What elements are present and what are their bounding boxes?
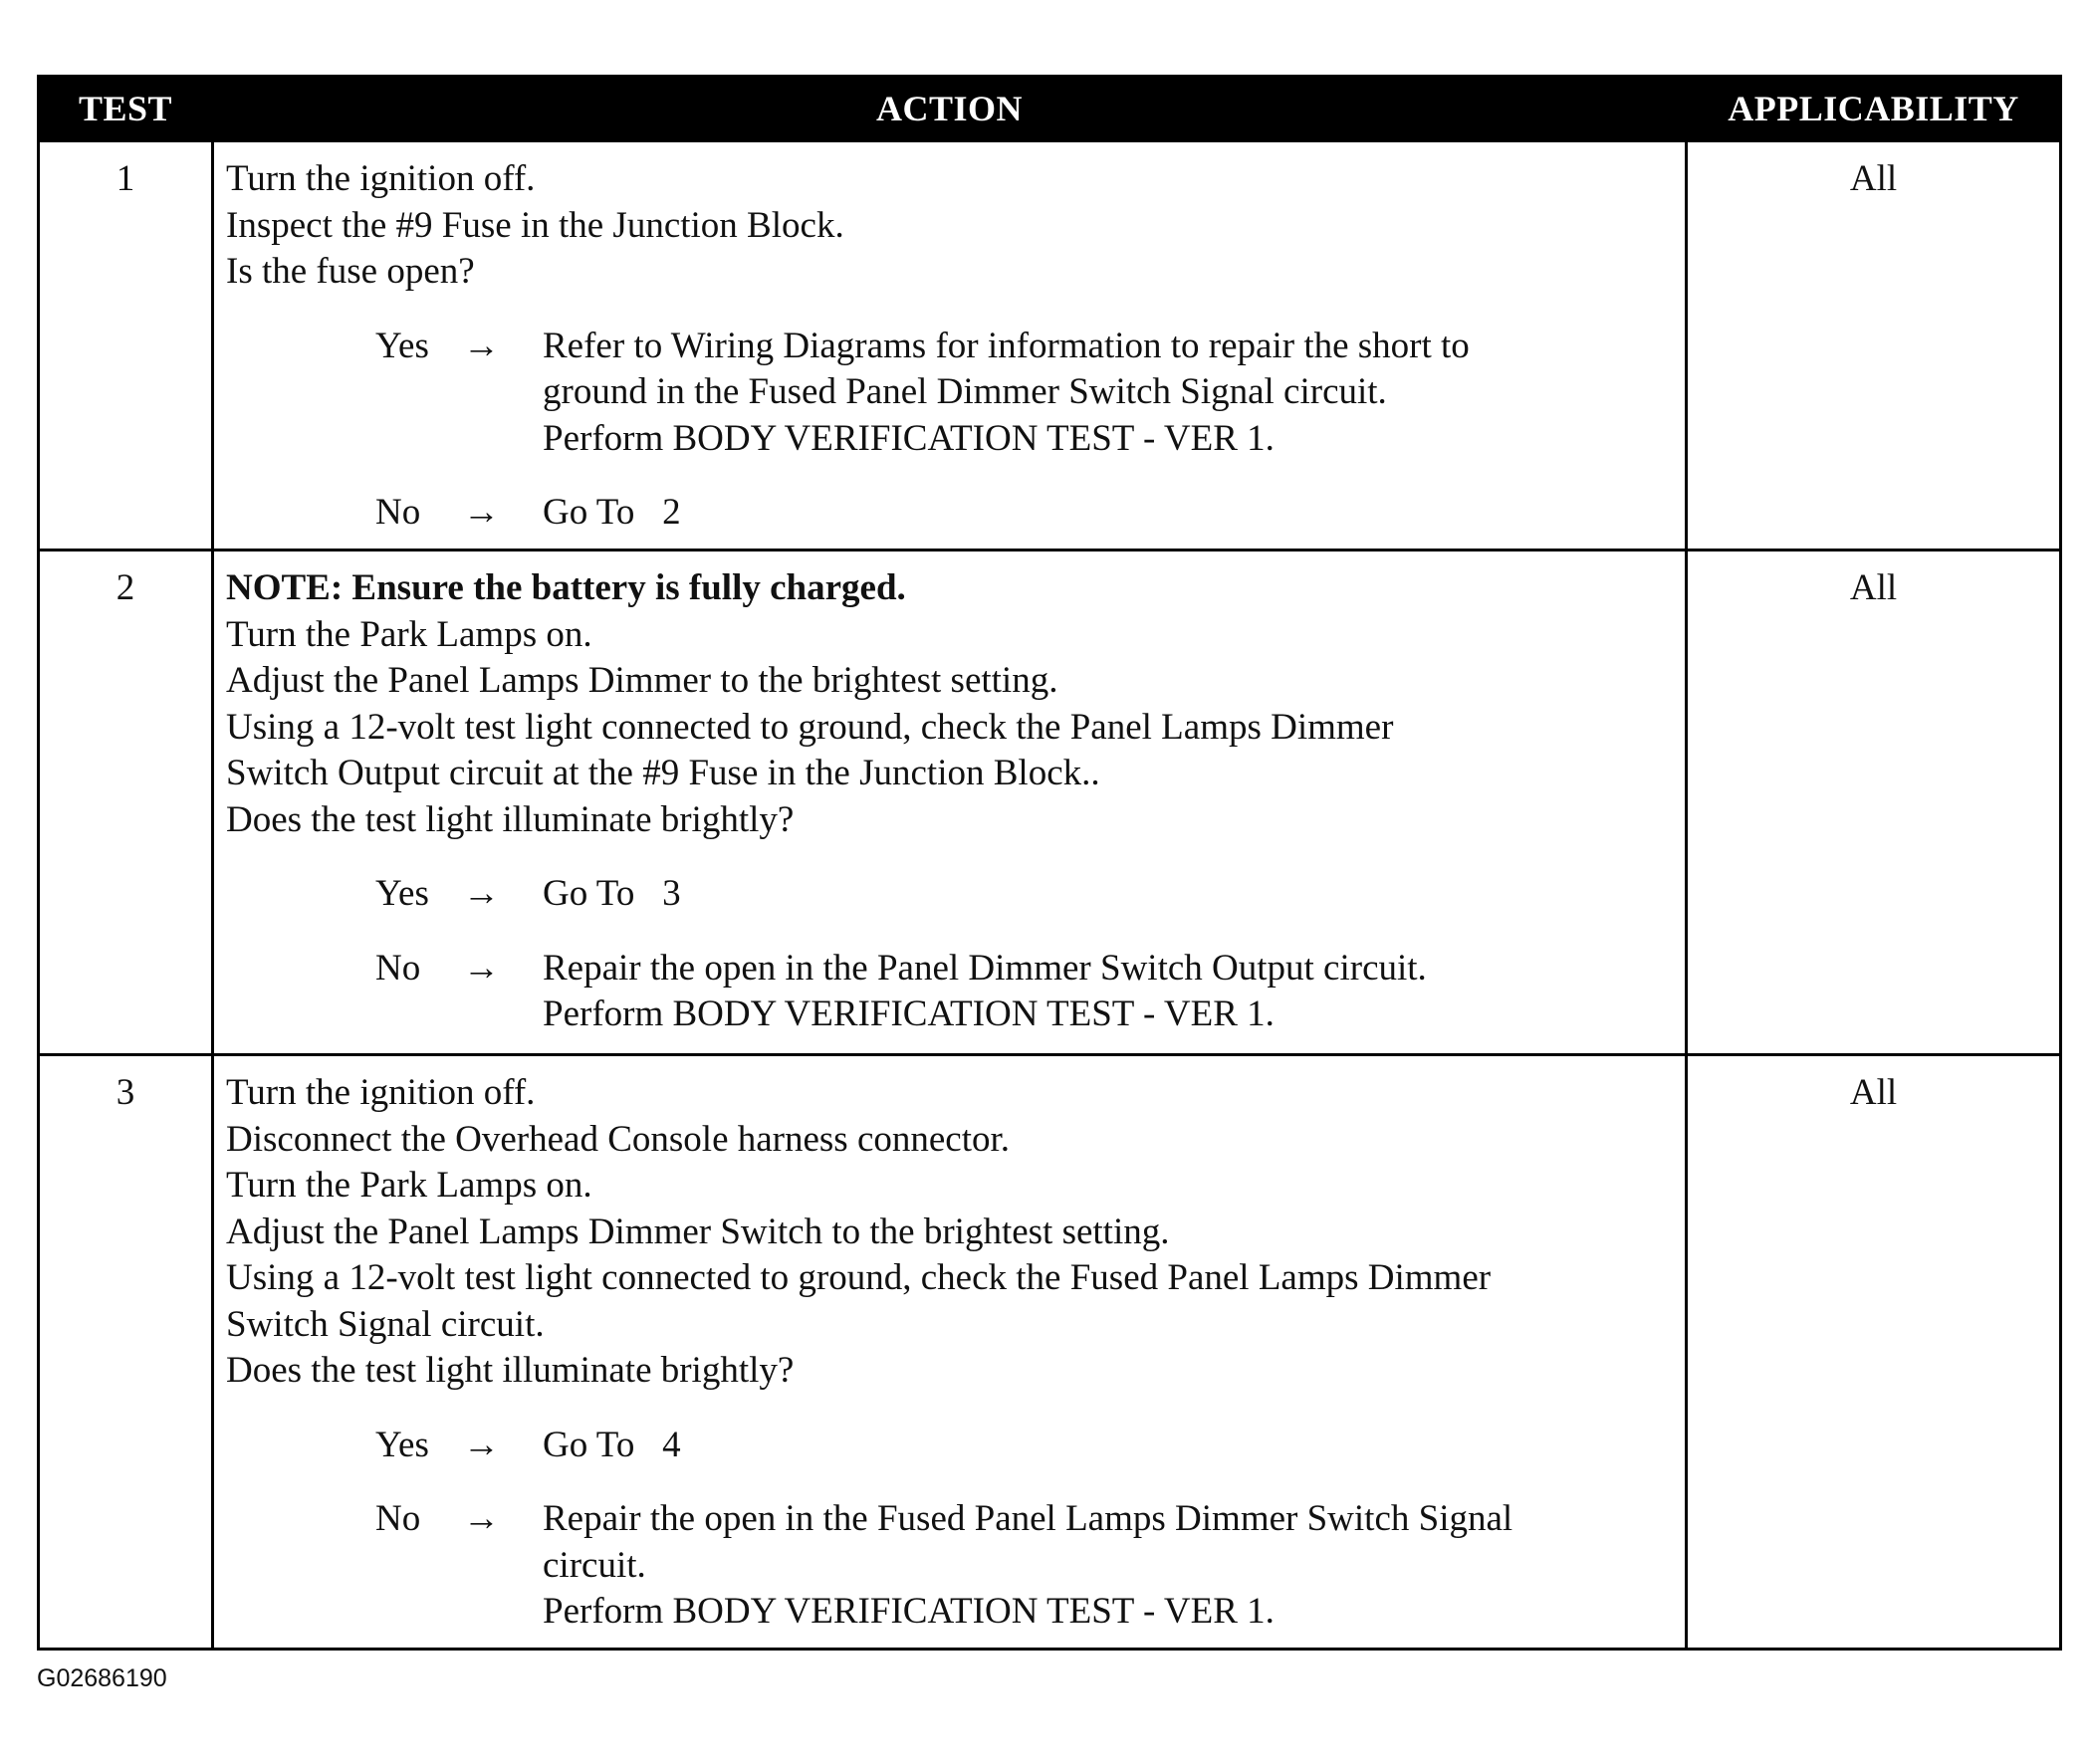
table-row	[39, 1055, 2061, 1650]
arrow-icon: →	[463, 492, 500, 533]
no-branch	[226, 1496, 1673, 1636]
no-label: No	[375, 492, 421, 533]
no-label: No	[375, 947, 421, 989]
note-text: NOTE: Ensure the battery is fully charged.	[226, 567, 906, 608]
step-text: Turn the Park Lamps on.	[226, 613, 592, 655]
yes-label: Yes	[375, 873, 429, 914]
arrow-icon: →	[463, 325, 500, 366]
step-text: Inspect the #9 Fuse in the Junction Block.	[226, 204, 844, 246]
figure-id: G02686190	[37, 1664, 167, 1692]
test-number: 3	[39, 1055, 213, 1650]
yes-result: Refer to Wiring Diagrams for information to repair the short to ground in the Fused Panel Dimmer Switch Signal circuit. Perform BODY VERIFICATION TEST - VER 1.	[543, 325, 1470, 459]
no-branch	[226, 946, 1673, 1038]
no-result: Repair the open in the Fused Panel Lamps Dimmer Switch Signal circuit. Perform BODY VERIFICATION TEST - VER 1.	[543, 1498, 1513, 1632]
applicability-value: All	[1687, 1055, 2061, 1650]
step-text: Turn the ignition off.	[226, 1072, 536, 1113]
step-text: Turn the Park Lamps on.	[226, 1165, 592, 1206]
arrow-icon: →	[463, 947, 500, 989]
step-text: Does the test light illuminate brightly?	[226, 798, 795, 840]
arrow-icon: →	[463, 1424, 500, 1465]
step-text: Turn the ignition off.	[226, 158, 536, 199]
applicability-value: All	[1687, 551, 2061, 1055]
test-number: 1	[39, 141, 213, 551]
step-text: Adjust the Panel Lamps Dimmer Switch to the brightest setting.	[226, 1211, 1170, 1252]
step-text: Switch Signal circuit.	[226, 1303, 545, 1345]
test-number: 2	[39, 551, 213, 1055]
yes-branch	[226, 1423, 1673, 1469]
header-applicability: APPLICABILITY	[1687, 77, 2061, 141]
action-cell	[213, 1055, 1687, 1650]
yes-result: Go To 3	[543, 873, 681, 914]
yes-branch	[226, 871, 1673, 918]
no-result: Repair the open in the Panel Dimmer Switch Output circuit. Perform BODY VERIFICATION TEST - VER 1.	[543, 947, 1427, 1034]
step-text: Does the test light illuminate brightly?	[226, 1350, 795, 1391]
no-label: No	[375, 1498, 421, 1539]
step-text: Using a 12-volt test light connected to ground, check the Fused Panel Lamps Dimmer	[226, 1257, 1492, 1298]
applicability-value: All	[1687, 141, 2061, 551]
table-header-row	[39, 77, 2061, 141]
step-text: Using a 12-volt test light connected to ground, check the Panel Lamps Dimmer	[226, 706, 1394, 748]
step-text: Is the fuse open?	[226, 251, 475, 292]
table-row	[39, 551, 2061, 1055]
yes-branch	[226, 324, 1673, 463]
action-cell	[213, 141, 1687, 551]
yes-result: Go To 4	[543, 1424, 681, 1465]
step-text: Disconnect the Overhead Console harness connector.	[226, 1118, 1011, 1160]
header-action: ACTION	[213, 77, 1687, 141]
arrow-icon: →	[463, 1498, 500, 1539]
step-text: Switch Output circuit at the #9 Fuse in the Junction Block..	[226, 753, 1100, 793]
no-result: Go To 2	[543, 492, 681, 533]
diagnostic-test-table	[37, 75, 2062, 1651]
yes-label: Yes	[375, 325, 429, 366]
header-test: TEST	[39, 77, 213, 141]
arrow-icon: →	[463, 873, 500, 914]
step-text: Adjust the Panel Lamps Dimmer to the brightest setting.	[226, 660, 1058, 701]
action-cell	[213, 551, 1687, 1055]
table-row	[39, 141, 2061, 551]
yes-label: Yes	[375, 1424, 429, 1465]
no-branch	[226, 490, 1673, 537]
